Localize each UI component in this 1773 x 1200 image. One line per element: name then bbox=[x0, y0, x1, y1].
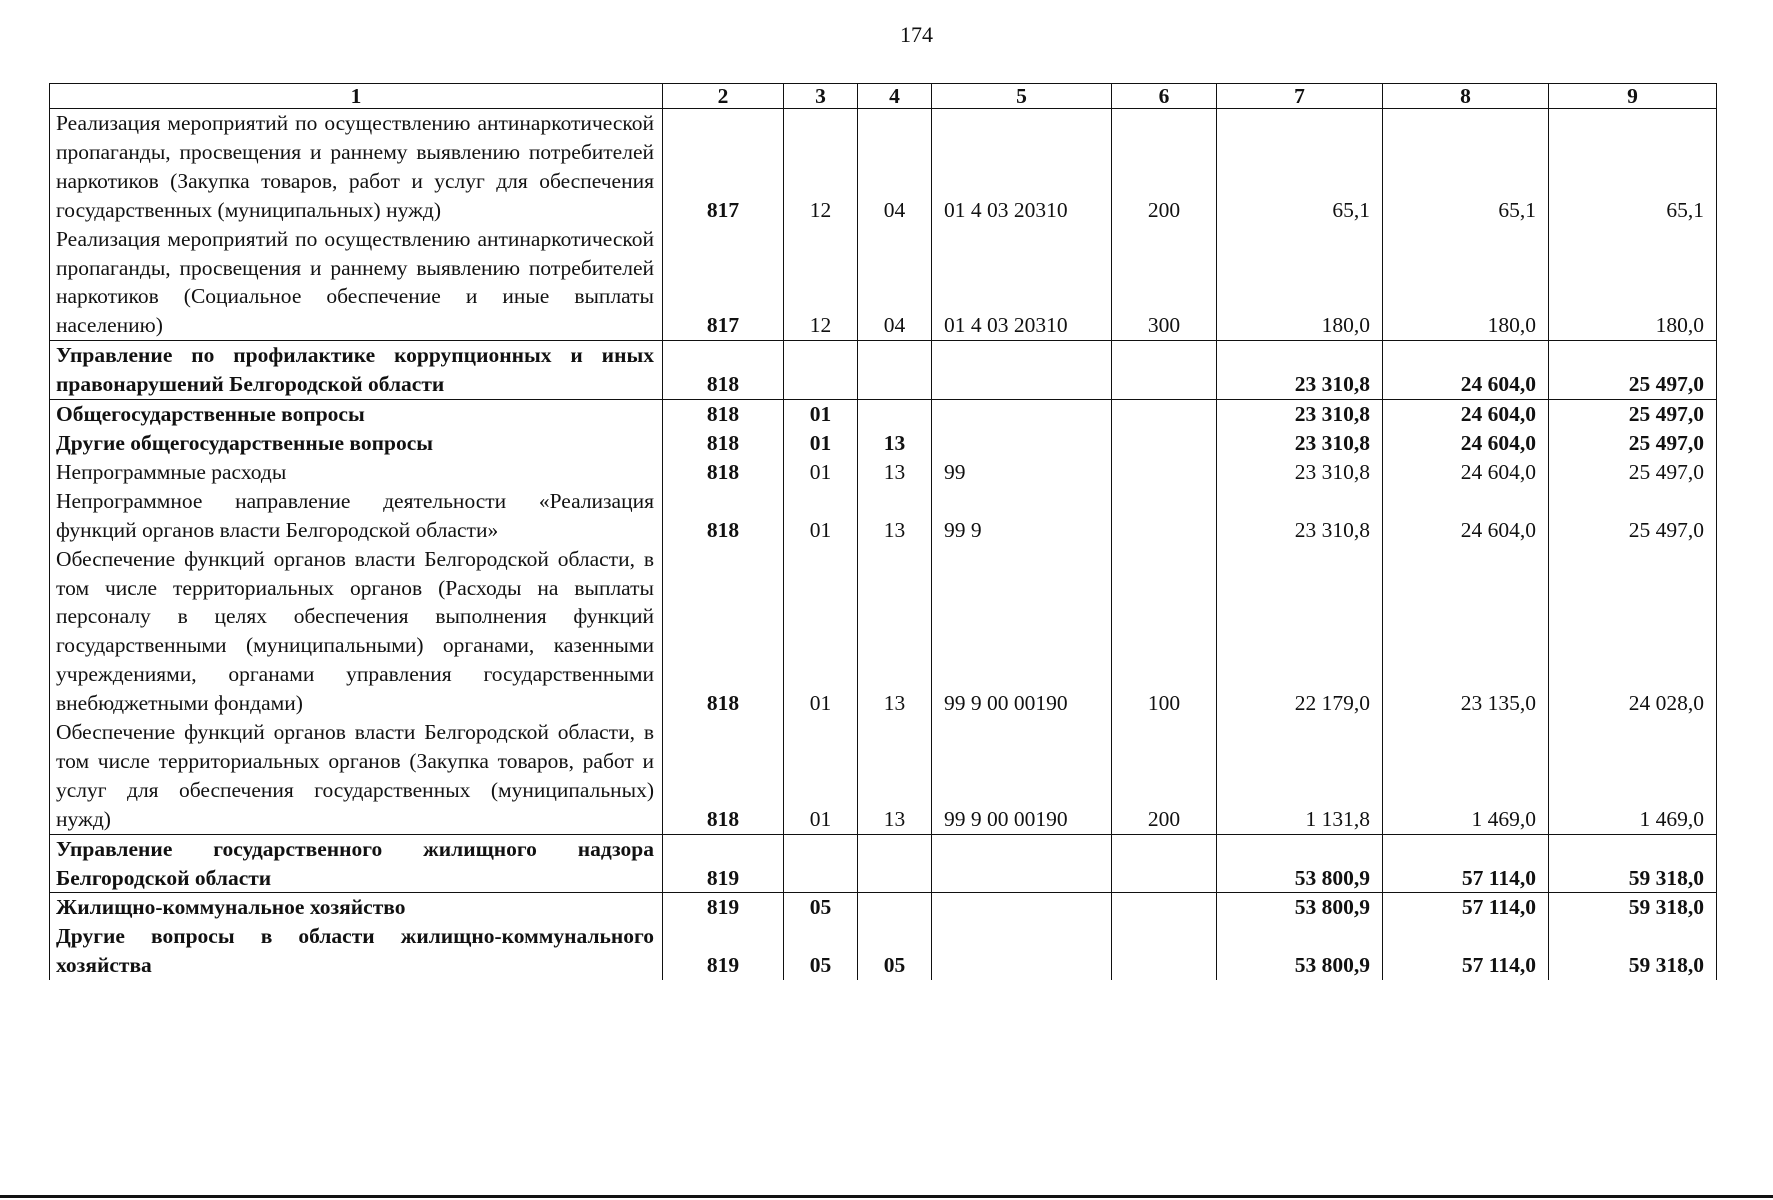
cell-c5: 99 9 00 00190 bbox=[932, 545, 1112, 718]
cell-c9: 24 028,0 bbox=[1549, 545, 1717, 718]
cell-c6 bbox=[1112, 834, 1217, 893]
cell-c7: 53 800,9 bbox=[1217, 893, 1383, 922]
cell-c2: 818 bbox=[663, 341, 784, 400]
cell-c4: 04 bbox=[858, 225, 932, 341]
cell-c6 bbox=[1112, 400, 1217, 429]
cell-c4: 13 bbox=[858, 487, 932, 545]
cell-c9: 25 497,0 bbox=[1549, 341, 1717, 400]
row-description: Другие вопросы в области жилищно-коммунального хозяйства bbox=[50, 922, 663, 980]
cell-c2: 817 bbox=[663, 225, 784, 341]
cell-c5: 01 4 03 20310 bbox=[932, 109, 1112, 225]
cell-c7: 23 310,8 bbox=[1217, 458, 1383, 487]
cell-c4 bbox=[858, 834, 932, 893]
cell-c9: 180,0 bbox=[1549, 225, 1717, 341]
cell-c8: 65,1 bbox=[1383, 109, 1549, 225]
cell-c8: 24 604,0 bbox=[1383, 429, 1549, 458]
cell-c3 bbox=[784, 834, 858, 893]
page-number: 174 bbox=[900, 22, 933, 47]
header-row bbox=[50, 84, 1717, 109]
cell-c3: 01 bbox=[784, 487, 858, 545]
cell-c7: 23 310,8 bbox=[1217, 429, 1383, 458]
table-body bbox=[50, 109, 1717, 981]
col-header: 7 bbox=[1217, 84, 1383, 109]
cell-c7: 53 800,9 bbox=[1217, 922, 1383, 980]
cell-c4: 13 bbox=[858, 718, 932, 834]
cell-c5 bbox=[932, 429, 1112, 458]
table-row bbox=[50, 834, 1717, 893]
cell-c2: 819 bbox=[663, 922, 784, 980]
cell-c3: 01 bbox=[784, 718, 858, 834]
row-description: Реализация мероприятий по осуществлению антинаркотической пропаганды, просвещения и раннему выявлению потребителей наркотиков (Социальное обеспечение и иные выплаты населению) bbox=[50, 225, 663, 341]
row-description: Непрограммное направление деятельности «Реализация функций органов власти Белгородской области» bbox=[50, 487, 663, 545]
cell-c4: 13 bbox=[858, 545, 932, 718]
col-header: 1 bbox=[50, 84, 663, 109]
cell-c4 bbox=[858, 400, 932, 429]
cell-c2: 819 bbox=[663, 834, 784, 893]
table-row bbox=[50, 922, 1717, 980]
cell-c5 bbox=[932, 834, 1112, 893]
cell-c6 bbox=[1112, 458, 1217, 487]
cell-c7: 23 310,8 bbox=[1217, 341, 1383, 400]
cell-c6: 200 bbox=[1112, 109, 1217, 225]
cell-c4 bbox=[858, 893, 932, 922]
bottom-rule bbox=[0, 1195, 1773, 1198]
cell-c8: 57 114,0 bbox=[1383, 834, 1549, 893]
cell-c5: 01 4 03 20310 bbox=[932, 225, 1112, 341]
cell-c5 bbox=[932, 400, 1112, 429]
cell-c7: 65,1 bbox=[1217, 109, 1383, 225]
table-row bbox=[50, 458, 1717, 487]
cell-c6 bbox=[1112, 893, 1217, 922]
cell-c2: 818 bbox=[663, 545, 784, 718]
cell-c5 bbox=[932, 893, 1112, 922]
cell-c3: 01 bbox=[784, 545, 858, 718]
cell-c8: 180,0 bbox=[1383, 225, 1549, 341]
cell-c4: 13 bbox=[858, 458, 932, 487]
table-row bbox=[50, 341, 1717, 400]
row-description: Управление по профилактике коррупционных и иных правонарушений Белгородской области bbox=[50, 341, 663, 400]
cell-c4: 13 bbox=[858, 429, 932, 458]
col-header: 3 bbox=[784, 84, 858, 109]
cell-c3 bbox=[784, 341, 858, 400]
cell-c3: 05 bbox=[784, 922, 858, 980]
cell-c7: 1 131,8 bbox=[1217, 718, 1383, 834]
cell-c6 bbox=[1112, 341, 1217, 400]
cell-c7: 23 310,8 bbox=[1217, 487, 1383, 545]
cell-c2: 818 bbox=[663, 458, 784, 487]
col-header: 5 bbox=[932, 84, 1112, 109]
row-description: Другие общегосударственные вопросы bbox=[50, 429, 663, 458]
cell-c5: 99 9 bbox=[932, 487, 1112, 545]
row-description: Общегосударственные вопросы bbox=[50, 400, 663, 429]
col-header: 6 bbox=[1112, 84, 1217, 109]
cell-c9: 25 497,0 bbox=[1549, 400, 1717, 429]
col-header: 4 bbox=[858, 84, 932, 109]
cell-c6: 100 bbox=[1112, 545, 1217, 718]
cell-c8: 23 135,0 bbox=[1383, 545, 1549, 718]
cell-c8: 1 469,0 bbox=[1383, 718, 1549, 834]
cell-c6 bbox=[1112, 429, 1217, 458]
cell-c8: 24 604,0 bbox=[1383, 487, 1549, 545]
row-description: Управление государственного жилищного надзора Белгородской области bbox=[50, 834, 663, 893]
cell-c7: 180,0 bbox=[1217, 225, 1383, 341]
cell-c9: 65,1 bbox=[1549, 109, 1717, 225]
cell-c2: 817 bbox=[663, 109, 784, 225]
table-row bbox=[50, 487, 1717, 545]
row-description: Жилищно-коммунальное хозяйство bbox=[50, 893, 663, 922]
cell-c6 bbox=[1112, 922, 1217, 980]
col-header: 9 bbox=[1549, 84, 1717, 109]
cell-c5: 99 9 00 00190 bbox=[932, 718, 1112, 834]
cell-c5 bbox=[932, 341, 1112, 400]
cell-c3: 12 bbox=[784, 225, 858, 341]
table-row bbox=[50, 225, 1717, 341]
cell-c9: 25 497,0 bbox=[1549, 458, 1717, 487]
cell-c4 bbox=[858, 341, 932, 400]
table-row bbox=[50, 400, 1717, 429]
cell-c5: 99 bbox=[932, 458, 1112, 487]
cell-c9: 59 318,0 bbox=[1549, 922, 1717, 980]
cell-c8: 24 604,0 bbox=[1383, 341, 1549, 400]
budget-table bbox=[49, 83, 1717, 980]
col-header: 8 bbox=[1383, 84, 1549, 109]
cell-c6: 300 bbox=[1112, 225, 1217, 341]
cell-c6 bbox=[1112, 487, 1217, 545]
cell-c9: 59 318,0 bbox=[1549, 834, 1717, 893]
cell-c3: 05 bbox=[784, 893, 858, 922]
cell-c9: 59 318,0 bbox=[1549, 893, 1717, 922]
cell-c3: 01 bbox=[784, 458, 858, 487]
table-row bbox=[50, 429, 1717, 458]
cell-c3: 01 bbox=[784, 429, 858, 458]
row-description: Обеспечение функций органов власти Белгородской области, в том числе территориальных органов (Расходы на выплаты персоналу в целях обеспечения выполнения функций государственными (муниципальными) органами, казенными учреждениями, органами управления государственными внебюджетными фондами) bbox=[50, 545, 663, 718]
cell-c3: 01 bbox=[784, 400, 858, 429]
cell-c7: 53 800,9 bbox=[1217, 834, 1383, 893]
cell-c2: 818 bbox=[663, 718, 784, 834]
cell-c9: 1 469,0 bbox=[1549, 718, 1717, 834]
cell-c9: 25 497,0 bbox=[1549, 487, 1717, 545]
row-description: Обеспечение функций органов власти Белгородской области, в том числе территориальных органов (Закупка товаров, работ и услуг для обеспечения государственных (муниципальных) нужд) bbox=[50, 718, 663, 834]
cell-c9: 25 497,0 bbox=[1549, 429, 1717, 458]
cell-c3: 12 bbox=[784, 109, 858, 225]
cell-c6: 200 bbox=[1112, 718, 1217, 834]
cell-c2: 818 bbox=[663, 487, 784, 545]
table-row bbox=[50, 893, 1717, 922]
cell-c8: 57 114,0 bbox=[1383, 893, 1549, 922]
cell-c8: 24 604,0 bbox=[1383, 400, 1549, 429]
cell-c2: 819 bbox=[663, 893, 784, 922]
cell-c2: 818 bbox=[663, 429, 784, 458]
row-description: Реализация мероприятий по осуществлению антинаркотической пропаганды, просвещения и раннему выявлению потребителей наркотиков (Закупка товаров, работ и услуг для обеспечения государственных (муниципальных) нужд) bbox=[50, 109, 663, 225]
cell-c7: 22 179,0 bbox=[1217, 545, 1383, 718]
table-row bbox=[50, 718, 1717, 834]
cell-c4: 05 bbox=[858, 922, 932, 980]
table-row bbox=[50, 109, 1717, 225]
row-description: Непрограммные расходы bbox=[50, 458, 663, 487]
cell-c8: 57 114,0 bbox=[1383, 922, 1549, 980]
cell-c2: 818 bbox=[663, 400, 784, 429]
cell-c8: 24 604,0 bbox=[1383, 458, 1549, 487]
cell-c7: 23 310,8 bbox=[1217, 400, 1383, 429]
table-row bbox=[50, 545, 1717, 718]
cell-c4: 04 bbox=[858, 109, 932, 225]
cell-c5 bbox=[932, 922, 1112, 980]
col-header: 2 bbox=[663, 84, 784, 109]
